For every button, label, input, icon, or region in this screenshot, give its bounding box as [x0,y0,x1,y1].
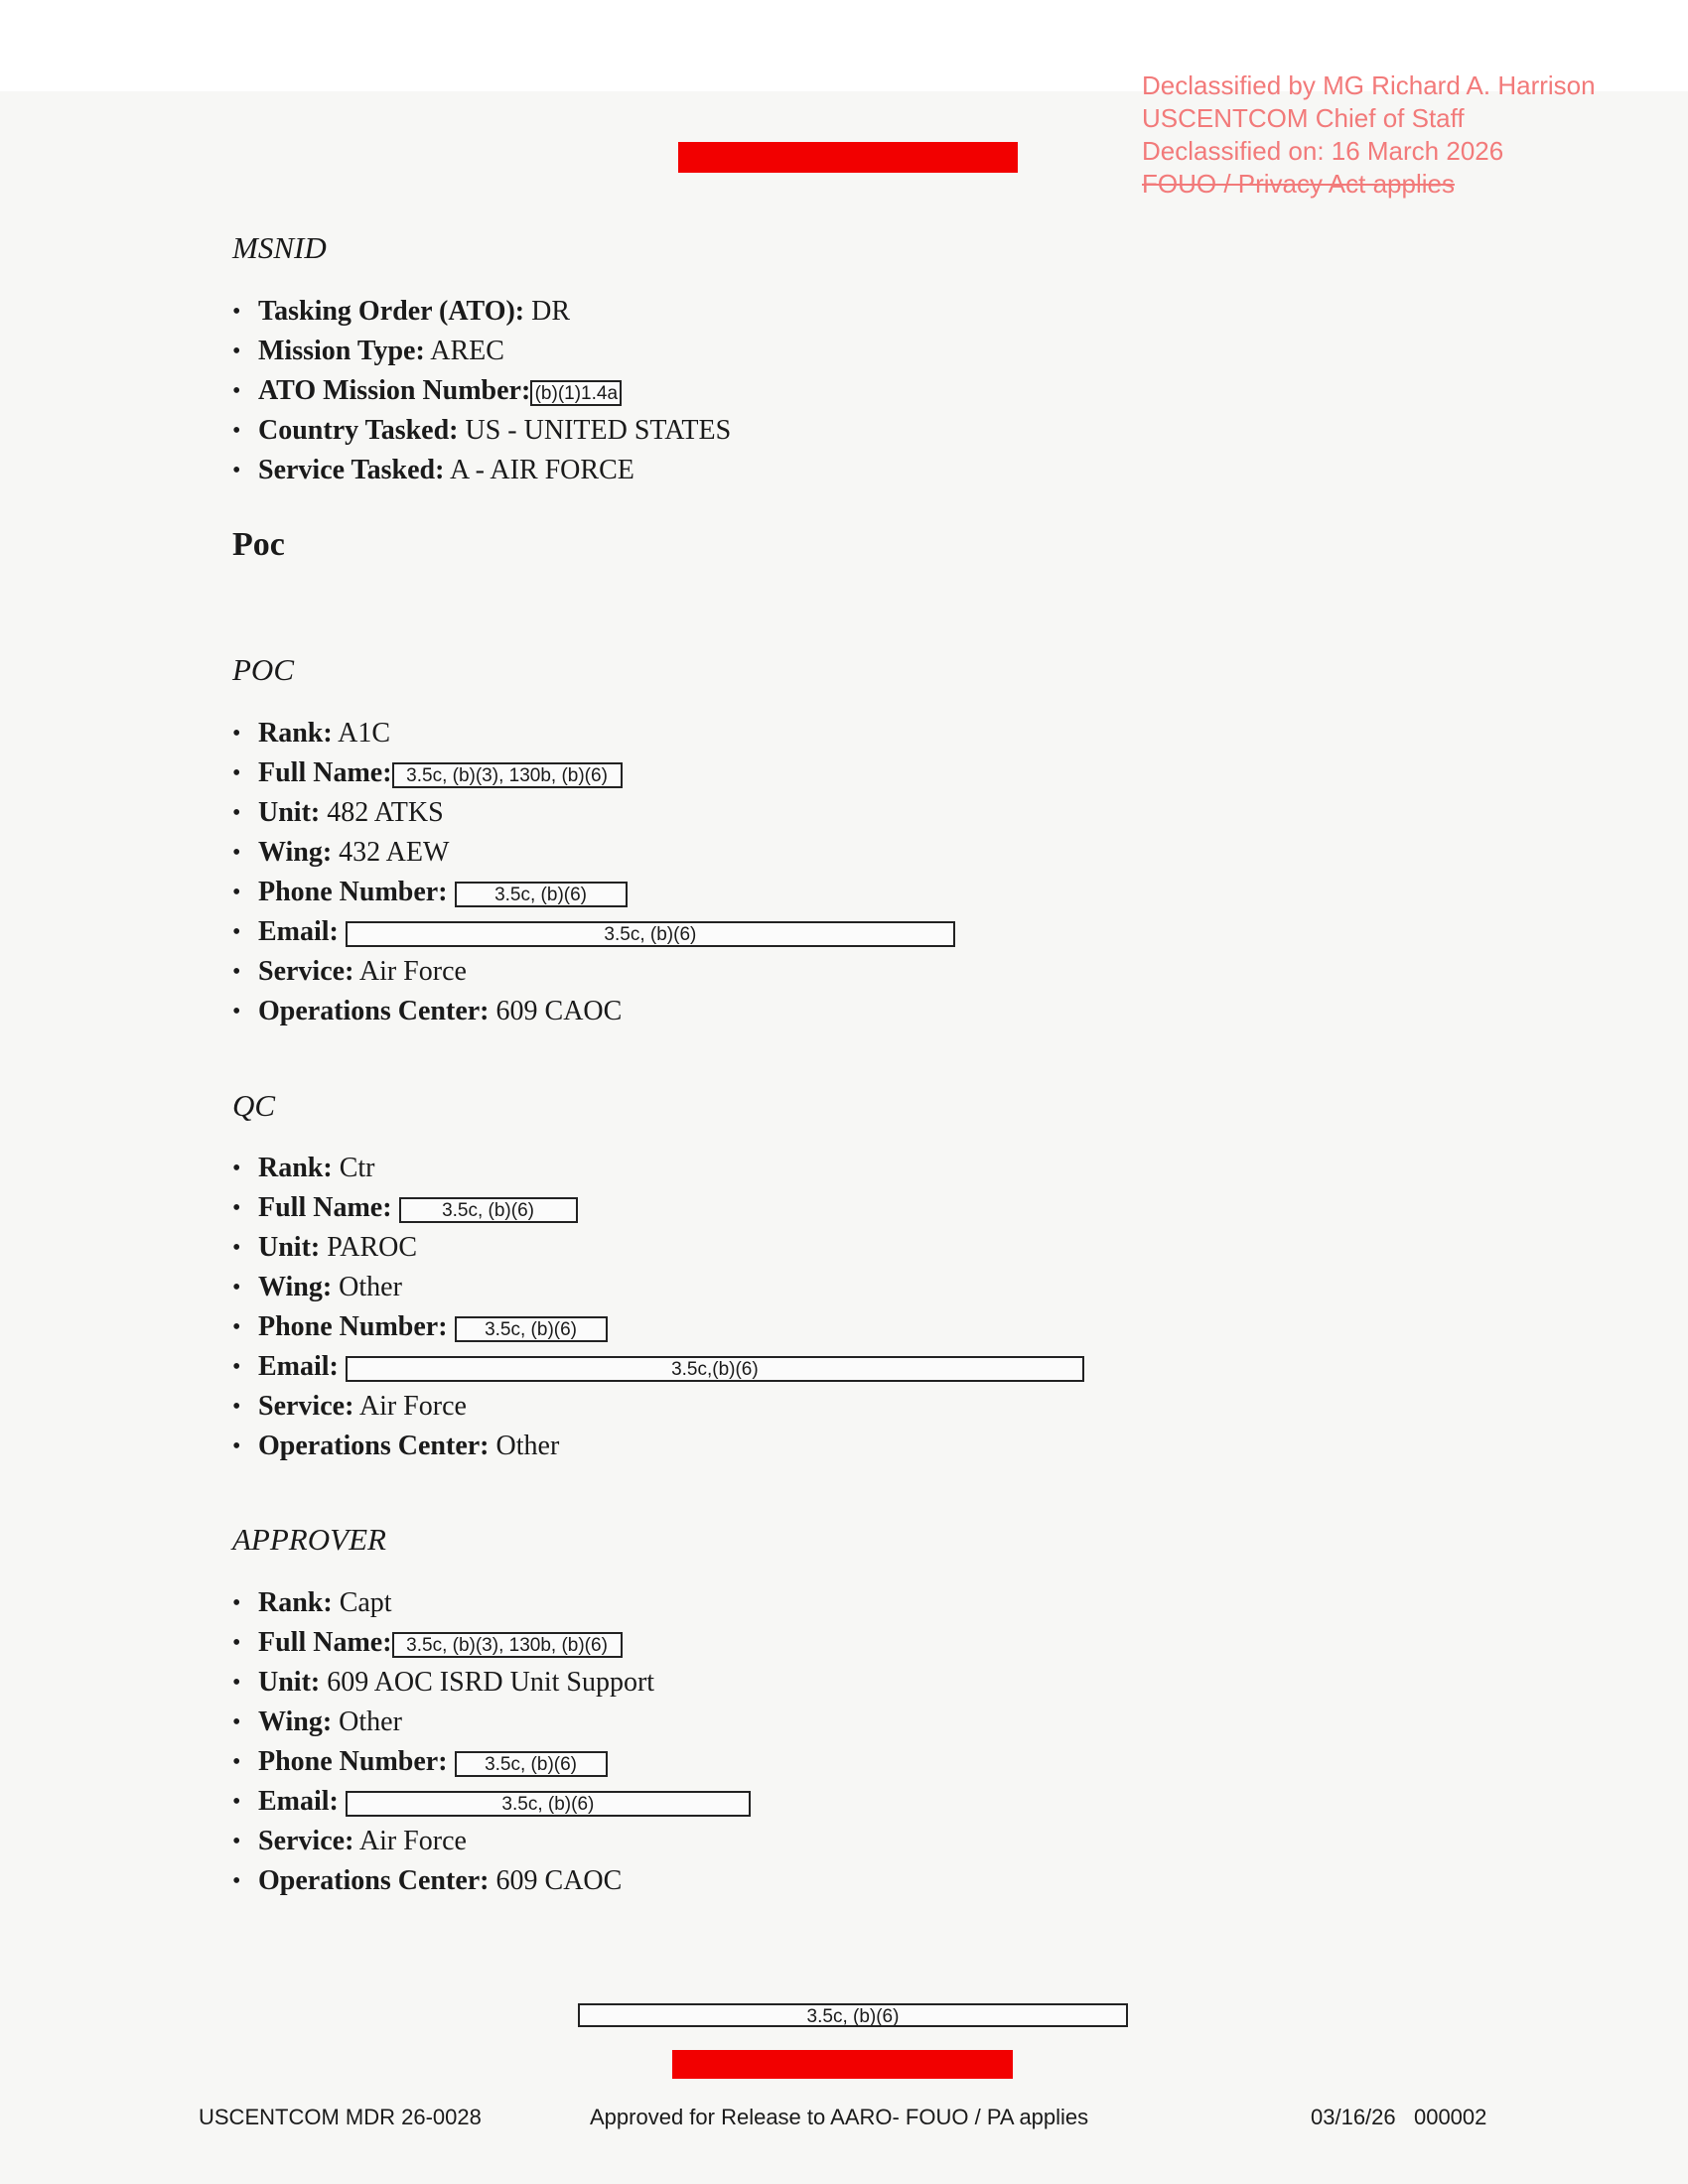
field-label: Service: [258,956,354,987]
field-label: Operations Center: [258,996,490,1026]
list-item [232,1742,751,1782]
list-item [232,1228,1084,1268]
field-label: ATO Mission Number: [258,375,531,406]
list-item [232,1149,1084,1188]
list-item [232,451,731,490]
list-item [232,1307,1084,1347]
field-label: Full Name: [258,1627,392,1658]
field-label: Country Tasked: [258,415,459,446]
field-value: A1C [338,718,391,749]
list-item [232,1427,1084,1466]
field-label: Email: [258,916,339,947]
field-value: Ctr [339,1153,375,1183]
field-value: AREC [430,336,504,366]
list-item [232,992,955,1031]
field-label: Phone Number: [258,1311,448,1342]
list-item [232,1387,1084,1427]
field-label: Full Name: [258,1192,392,1223]
stamp-line-3: Declassified on: 16 March 2026 [1142,136,1504,166]
list-item [232,411,731,451]
list-item [232,1268,1084,1307]
section-title-poc: POC [232,652,294,687]
list-item [232,753,955,793]
field-label: Operations Center: [258,1865,490,1896]
field-value: 609 CAOC [495,996,623,1026]
field-value: Air Force [358,1826,467,1856]
field-label: Mission Type: [258,336,425,366]
list-item [232,332,731,371]
list-item [232,1703,751,1742]
stamp-line-2: USCENTCOM Chief of Staff [1142,103,1465,133]
list-item [232,292,731,332]
field-label: Wing: [258,1272,333,1302]
field-label: Service: [258,1826,354,1856]
list-item [232,912,955,952]
redaction-box: (b)(1)1.4a [530,380,622,406]
list-item [232,1782,751,1822]
field-value: Other [339,1706,402,1737]
field-value: Capt [339,1587,392,1618]
bottom-classification-bar [672,2050,1013,2079]
redaction-box: 3.5c, (b)(3), 130b, (b)(6) [392,762,623,788]
bottom-redaction-box: 3.5c, (b)(6) [578,2003,1128,2027]
field-label: Unit: [258,797,321,828]
field-value: 609 AOC ISRD Unit Support [327,1667,655,1698]
list-item [232,1623,751,1663]
list-item [232,952,955,992]
approver-field-list [232,1583,751,1901]
redaction-box: 3.5c, (b)(6) [346,1791,751,1817]
declassification-stamp [1142,69,1596,201]
list-item [232,833,955,873]
field-value: 609 CAOC [495,1865,623,1896]
field-label: Phone Number: [258,1746,448,1777]
field-label: Operations Center: [258,1431,490,1461]
field-value: 432 AEW [339,837,450,868]
field-label: Unit: [258,1667,321,1698]
field-value: DR [531,296,571,327]
list-item [232,1583,751,1623]
top-classification-bar [678,142,1018,173]
field-label: Tasking Order (ATO): [258,296,525,327]
field-label: Full Name: [258,757,392,788]
list-item [232,1347,1084,1387]
field-label: Email: [258,1351,339,1382]
section-title-approver: APPROVER [232,1522,386,1557]
redaction-box: 3.5c, (b)(6) [399,1197,578,1223]
stamp-line-1: Declassified by MG Richard A. Harrison [1142,70,1596,100]
field-value: US - UNITED STATES [465,415,732,446]
footer-release-note: Approved for Release to AARO- FOUO / PA applies [590,2105,1089,2129]
field-value: PAROC [327,1232,418,1263]
redaction-box: 3.5c,(b)(6) [346,1356,1084,1382]
poc-field-list [232,714,955,1031]
field-value: A - AIR FORCE [449,455,634,485]
field-label: Service Tasked: [258,455,445,485]
section-title-qc: QC [232,1088,276,1123]
redaction-box: 3.5c, (b)(3), 130b, (b)(6) [392,1632,623,1658]
field-value: Air Force [358,956,467,987]
list-item [232,1663,751,1703]
field-label: Rank: [258,718,333,749]
field-label: Wing: [258,837,333,868]
list-item [232,793,955,833]
footer-case-number: USCENTCOM MDR 26-0028 [199,2105,482,2129]
list-item [232,714,955,753]
qc-field-list [232,1149,1084,1466]
field-label: Phone Number: [258,877,448,907]
field-value: 482 ATKS [327,797,444,828]
field-value: Air Force [358,1391,467,1422]
redaction-box: 3.5c, (b)(6) [455,882,628,907]
field-value: Other [339,1272,402,1302]
field-label: Email: [258,1786,339,1817]
field-value: Other [495,1431,560,1461]
field-label: Unit: [258,1232,321,1263]
poc-heading: Poc [232,526,285,563]
list-item [232,1861,751,1901]
list-item [232,371,731,411]
field-label: Wing: [258,1706,333,1737]
list-item [232,1188,1084,1228]
stamp-line-4: FOUO / Privacy Act applies [1142,169,1455,199]
field-label: Service: [258,1391,354,1422]
msnid-field-list [232,292,731,490]
footer-date-page: 03/16/26 000002 [1311,2105,1487,2129]
section-title-msnid: MSNID [232,230,327,265]
redaction-box: 3.5c, (b)(6) [346,921,955,947]
redaction-box: 3.5c, (b)(6) [455,1316,608,1342]
list-item [232,873,955,912]
redaction-box: 3.5c, (b)(6) [455,1751,608,1777]
field-label: Rank: [258,1153,333,1183]
field-label: Rank: [258,1587,333,1618]
list-item [232,1822,751,1861]
